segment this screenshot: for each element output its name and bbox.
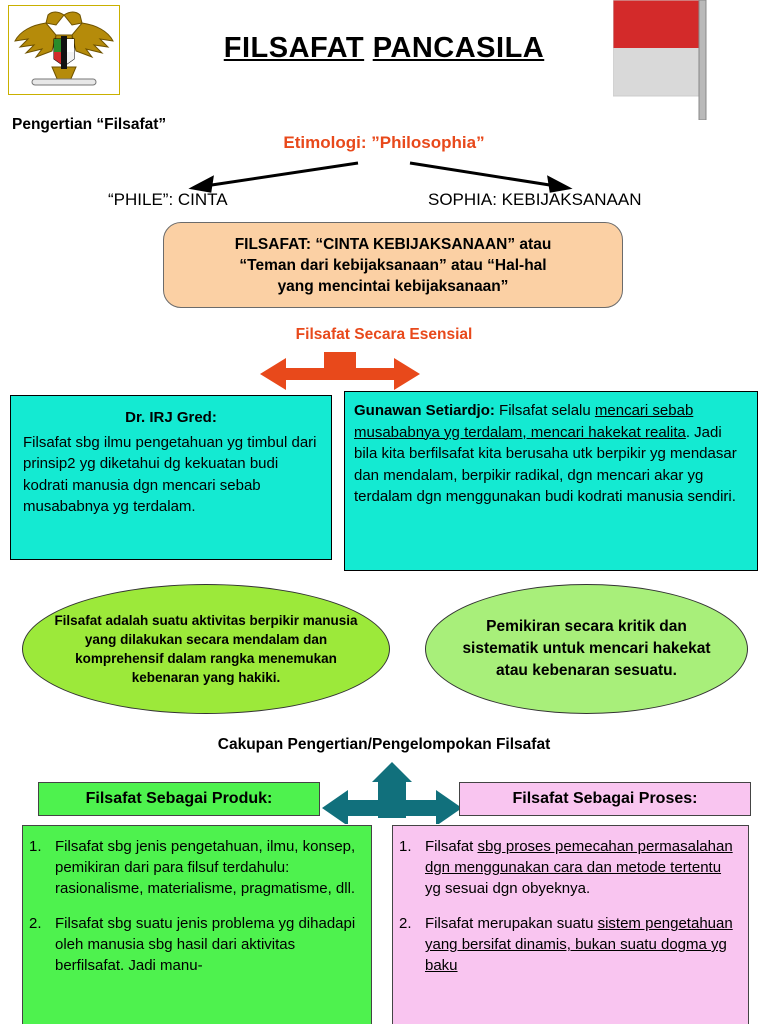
gunawan-underlined: mencari sebab musababnya yg terdalam, mencari hakekat realita [354, 402, 694, 441]
item-text [425, 836, 740, 899]
definition-line-1: FILSAFAT: “CINTA KEBIJAKSANAAN” atau [234, 235, 552, 253]
definition-line-3: yang mencintai kebijaksanaan” [277, 277, 509, 295]
pengertian-label: Pengertian “Filsafat” [12, 116, 167, 133]
title-word-2: PANCASILA [372, 32, 545, 64]
item-number: 1. [399, 838, 412, 855]
proses-list [392, 825, 749, 1024]
item-text-underlined: sbg proses pemecahan permasalahan dgn menggunakan cara dan metode tertentu [425, 838, 733, 876]
irj-gred-box [10, 395, 332, 560]
item-text-pre: Filsafat merupakan suatu [425, 915, 598, 932]
produk-list [22, 825, 372, 1024]
gunawan-setiardjo-box [344, 391, 758, 571]
item-text-post: yg sesuai dgn obyeknya. [425, 880, 591, 897]
ellipse-definition-right: Pemikiran secara kritik dan sistematik untuk mencari hakekat atau kebenaran sesuatu. [425, 584, 748, 714]
esensial-split-arrow-icon [260, 352, 420, 392]
phile-text: “PHILE”: CINTA [108, 190, 228, 209]
item-text-underlined: sistem pengetahuan yang bersifat dinamis, bukan suatu dogma yg baku [425, 915, 733, 974]
item-number: 2. [29, 915, 42, 932]
title-word-1: FILSAFAT [223, 32, 365, 64]
item-number: 2. [399, 915, 412, 932]
irj-gred-body: Filsafat sbg ilmu pengetahuan yg timbul dari prinsip2 yg diketahui dg kekuatan budi kodrati manusia dgn mencari sebab musababnya yg terdalam. [23, 433, 317, 515]
etimologi-label: Etimologi: ”Philosophia” [283, 133, 485, 152]
filsafat-definition-box [163, 222, 623, 308]
definition-line-2: “Teman dari kebijaksanaan” atau “Hal-hal [239, 256, 547, 274]
item-text [425, 913, 740, 976]
gunawan-text-2: . Jadi bila kita berfilsafat kita berusaha utk berpikir yg mendasar dan mendalam, berpikir radikal, dgn mencari akar yg terdalam dgn menggunakan budi kodrati manusia sendiri. [354, 423, 737, 505]
irj-gred-title: Dr. IRJ Gred: [125, 409, 217, 426]
list-item [399, 836, 740, 899]
produk-header: Filsafat Sebagai Produk: [38, 782, 320, 816]
proses-header: Filsafat Sebagai Proses: [459, 782, 751, 816]
gunawan-author: Gunawan Setiardjo: [354, 402, 495, 419]
list-item [29, 913, 363, 976]
item-text: Filsafat sbg jenis pengetahuan, ilmu, konsep, pemikiran dari para filsuf terdahulu: rasionalisme, materialisme, pragmatisme, dll. [55, 838, 356, 897]
page-title [0, 32, 768, 65]
page-header [0, 0, 768, 120]
item-text-pre: Filsafat [425, 838, 478, 855]
list-item [29, 836, 363, 899]
esensial-label: Filsafat Secara Esensial [295, 326, 473, 343]
gunawan-text-1: Filsafat selalu [494, 402, 595, 419]
list-item [399, 913, 740, 976]
ellipse-definition-left: Filsafat adalah suatu aktivitas berpikir manusia yang dilakukan secara mendalam dan komprehensif dalam rangka menemukan kebenaran yang hakiki. [22, 584, 390, 714]
cakupan-label: Cakupan Pengertian/Pengelompokan Filsafat [217, 736, 551, 753]
sophia-text: SOPHIA: KEBIJAKSANAAN [428, 190, 642, 209]
item-number: 1. [29, 838, 42, 855]
item-text: Filsafat sbg suatu jenis problema yg dihadapi oleh manusia sbg hasil dari aktivitas berfilsafat. Jadi manu- [55, 915, 356, 974]
cakupan-split-arrow-icon [322, 762, 462, 824]
